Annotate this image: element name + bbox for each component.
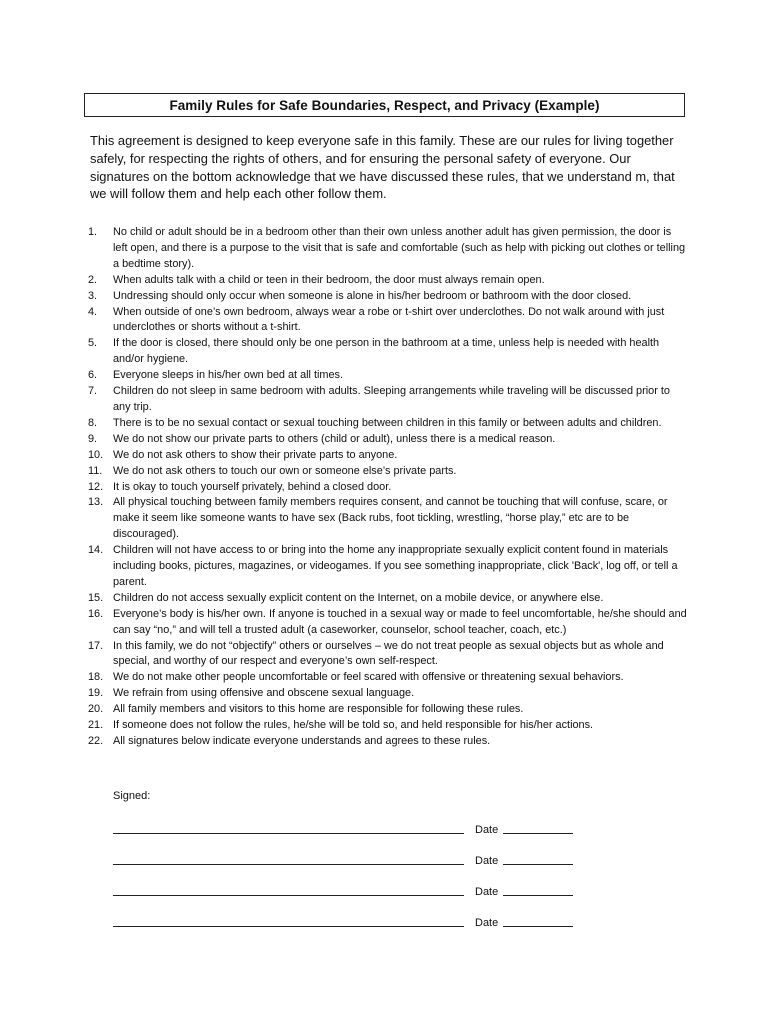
rule-number: 11.	[88, 464, 103, 477]
rule-item	[88, 368, 688, 384]
rule-item	[88, 273, 688, 289]
rule-text: It is okay to touch yourself privately, behind a closed door.	[113, 480, 392, 493]
rule-item	[88, 495, 688, 543]
rule-number: 21.	[88, 719, 104, 732]
rule-text: Everyone’s body is his/her own. If anyone is touched in a sexual way or made to feel uncomfortable, he/she should and can say “no,” and will tell a trusted adult (a caseworker, counselor, school teacher, coach, etc.)	[113, 607, 687, 636]
signature-row-4	[113, 913, 573, 929]
rule-item	[88, 718, 688, 734]
date-label: Date	[475, 855, 499, 867]
rule-number: 15.	[88, 591, 104, 604]
rule-item	[88, 607, 688, 639]
signature-line[interactable]	[113, 833, 464, 834]
title-box	[84, 93, 685, 117]
rule-number: 17.	[88, 639, 104, 652]
rule-item	[88, 448, 688, 464]
date-line[interactable]	[503, 833, 573, 834]
rule-text: All signatures below indicate everyone understands and agrees to these rules.	[113, 735, 491, 747]
rule-item	[88, 336, 688, 368]
date-label: Date	[475, 917, 499, 929]
rule-text: Children will not have access to or bring into the home any inappropriate sexually explicit content found in materials including books, pictures, magazines, or videogames. If you see something inappropriate, click 'Back', log off, or tell a parent.	[113, 544, 678, 588]
rule-number: 1.	[88, 226, 98, 238]
document-title: Family Rules for Safe Boundaries, Respect, and Privacy (Example)	[169, 97, 600, 113]
rule-number: 13.	[88, 496, 104, 509]
rule-text: We do not show our private parts to others (child or adult), unless there is a medical reason.	[113, 432, 556, 445]
rule-text: We do not ask others to touch our own or someone else’s private parts.	[113, 464, 457, 477]
rule-text: If the door is closed, there should only be one person in the bathroom at a time, unless help is needed with health and/or hygiene.	[113, 337, 660, 366]
signature-line[interactable]	[113, 926, 464, 927]
intro-paragraph: This agreement is designed to keep everyone safe in this family. These are our rules for living together safely, for respecting the rights of others, and for ensuring the personal safety of everyone. Our signatures on the bottom acknowledge that we have discussed these rules, that we understand m, that we will follow them and help each other follow them.	[90, 133, 675, 202]
rule-text: We do not make other people uncomfortable or feel scared with offensive or threatening sexual behaviors.	[113, 671, 624, 684]
rule-text: If someone does not follow the rules, he/she will be told so, and held responsible for his/her actions.	[113, 719, 594, 732]
rule-item	[88, 702, 688, 718]
rule-text: No child or adult should be in a bedroom other than their own unless another adult has given permission, the door is left open, and there is a purpose to the visit that is safe and comfortable (such as help with picking out clothes or telling a bedtime story).	[113, 226, 686, 270]
rule-number: 3.	[88, 289, 98, 302]
rule-text: Children do not access sexually explicit content on the Internet, on a mobile device, or anywhere else.	[113, 591, 604, 604]
rule-text: We refrain from using offensive and obscene sexual language.	[113, 687, 415, 700]
rule-text: In this family, we do not “objectify” others or ourselves – we do not treat people as sexual objects but as whole and special, and worthy of our respect and everyone’s own self-respect.	[113, 639, 664, 668]
signature-row-1	[113, 820, 573, 836]
date-line[interactable]	[503, 926, 573, 927]
rule-text: Undressing should only occur when someone is alone in his/her bedroom or bathroom with the door closed.	[113, 289, 632, 302]
rule-number: 20.	[88, 703, 104, 716]
rule-number: 6.	[88, 369, 98, 382]
rule-number: 9.	[88, 432, 98, 445]
rule-number: 4.	[88, 305, 98, 318]
rule-text: When adults talk with a child or teen in their bedroom, the door must always remain open.	[113, 273, 545, 286]
rule-number: 8.	[88, 416, 98, 429]
rules-list	[88, 225, 688, 750]
rule-item	[88, 686, 688, 702]
signature-row-2	[113, 851, 573, 867]
rule-text: We do not ask others to show their private parts to anyone.	[113, 448, 398, 461]
rule-text: All physical touching between family members requires consent, and cannot be touching that will confuse, scare, or make it seem like someone wants to have sex (Back rubs, foot tickling, wrestling, “horse play,” etc are to be discouraged).	[113, 496, 668, 541]
rule-item	[88, 289, 688, 305]
rule-number: 2.	[88, 273, 98, 286]
rule-text: Everyone sleeps in his/her own bed at all times.	[113, 369, 344, 382]
date-label: Date	[475, 886, 499, 898]
rule-number: 19.	[88, 687, 104, 700]
rule-text: All family members and visitors to this home are responsible for following these rules.	[113, 703, 524, 716]
rule-number: 5.	[88, 337, 98, 350]
rule-number: 16.	[88, 607, 104, 620]
rule-item	[88, 464, 688, 480]
rule-item	[88, 670, 688, 686]
rule-item	[88, 225, 688, 273]
rule-item	[88, 416, 688, 432]
rule-item	[88, 543, 688, 591]
rule-item	[88, 639, 688, 671]
signed-label: Signed:	[113, 790, 151, 802]
signature-line[interactable]	[113, 895, 464, 896]
rule-item	[88, 384, 688, 416]
rule-number: 12.	[88, 480, 104, 493]
rule-item	[88, 734, 688, 750]
rule-text: When outside of one’s own bedroom, always wear a robe or t-shirt over underclothes. Do not walk around with just underclothes or shorts without a t-shirt.	[113, 305, 665, 334]
rule-number: 7.	[88, 385, 98, 398]
rule-item	[88, 480, 688, 496]
rule-item	[88, 591, 688, 607]
rule-number: 10.	[88, 448, 104, 461]
rule-text: There is to be no sexual contact or sexual touching between children in this family or between adults and children.	[113, 416, 662, 429]
signature-row-3	[113, 882, 573, 898]
rule-item	[88, 432, 688, 448]
rule-text: Children do not sleep in same bedroom with adults. Sleeping arrangements while traveling will be discussed prior to any trip.	[113, 385, 670, 413]
rule-number: 14.	[88, 544, 104, 557]
date-line[interactable]	[503, 864, 573, 865]
date-label: Date	[475, 824, 499, 836]
rule-item	[88, 305, 688, 337]
rule-number: 22.	[88, 735, 104, 747]
date-line[interactable]	[503, 895, 573, 896]
rule-number: 18.	[88, 671, 104, 684]
signature-line[interactable]	[113, 864, 464, 865]
